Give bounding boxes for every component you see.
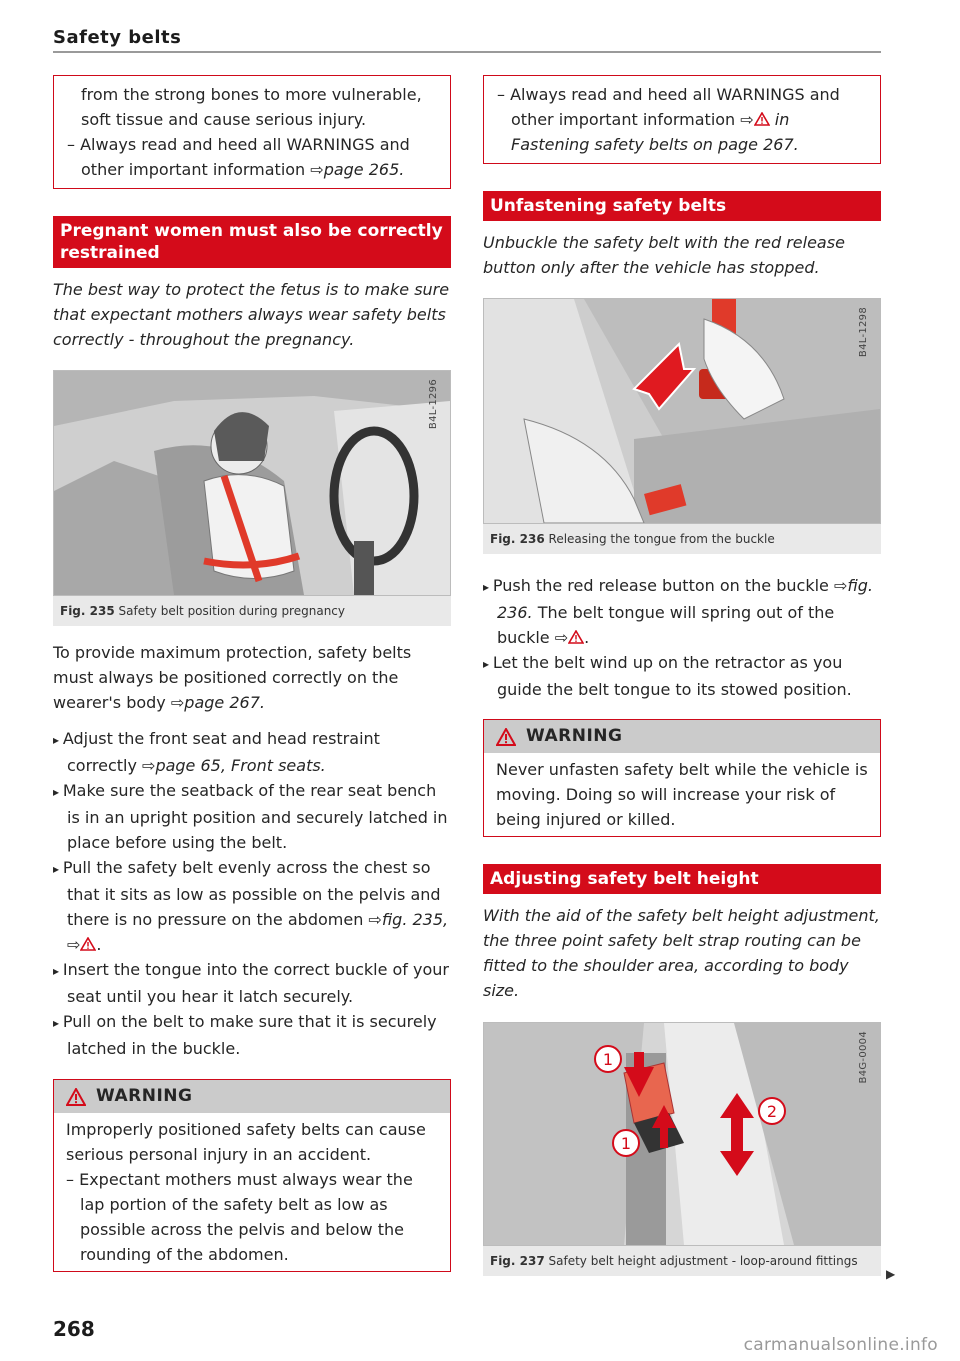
- figure-237-image: [483, 1022, 881, 1246]
- section-title-unfastening: Unfastening safety belts: [483, 191, 881, 221]
- continued-warning-box: [53, 75, 451, 189]
- continuation-text: from the strong bones to more vulnerable, soft tissue and cause serious injury.: [81, 85, 422, 129]
- list-item: [53, 957, 451, 1009]
- bullet-text: Pull the safety belt evenly across the chest so that it sits as low as possible on the pelvis and there is no pressure on the abdomen: [62, 858, 441, 929]
- figure-236-image: [483, 298, 881, 524]
- warning-triangle-icon: [80, 937, 96, 951]
- warning-title: WARNING: [526, 726, 623, 746]
- ref-arrow-icon: ⇨: [67, 935, 81, 954]
- svg-text:1: 1: [620, 1134, 632, 1153]
- dash-text: Always read and heed all WARNINGS and other important information: [80, 135, 410, 179]
- warning-header: [54, 1080, 450, 1113]
- figure-235: [53, 370, 451, 626]
- bullet-list: [483, 573, 881, 702]
- figure-235-image: [53, 370, 451, 596]
- warning-text: Never unfasten safety belt while the vehicle is moving. Doing so will increase your risk of being injured or killed.: [496, 760, 868, 829]
- callout-1-bottom: [613, 1130, 639, 1156]
- intro-text: Unbuckle the safety belt with the red release button only after the vehicle has stopped.: [483, 233, 845, 277]
- warning-text: Improperly positioned safety belts can cause serious personal injury in an accident.: [66, 1120, 426, 1164]
- header-rule: [53, 51, 881, 53]
- figure-label: Fig. 237: [490, 1254, 545, 1268]
- buckle-release-illustration: [484, 299, 880, 523]
- warning-dash-item: – Always read and heed all WARNINGS and other important information ⇨ in Fastening safety belts on page 267.: [497, 85, 840, 154]
- figure-caption: [483, 524, 881, 554]
- body-paragraph: [53, 640, 451, 715]
- continued-warning-box: [483, 75, 881, 164]
- warning-triangle-icon: [66, 1088, 86, 1106]
- fig-ref-link[interactable]: fig. 235,: [381, 910, 449, 929]
- page-ref-link[interactable]: page 267.: [184, 693, 265, 712]
- paragraph-text: To provide maximum protection, safety belts must always be positioned correctly on the wearer's body: [53, 643, 412, 712]
- bullet-text: Let the belt wind up on the retractor as you guide the belt tongue to its stowed position.: [492, 653, 852, 699]
- dash-text: Expectant mothers must always wear the lap portion of the safety belt as low as possible across the pelvis and below the rounding of the abdomen.: [79, 1170, 413, 1264]
- callout-2: [759, 1098, 785, 1124]
- figure-code: B4L-1296: [428, 379, 439, 430]
- ref-arrow-icon: ⇨: [833, 576, 848, 595]
- warning-box-unfasten: [483, 719, 881, 837]
- bullet-text: Adjust the front seat and head restraint correctly: [62, 729, 380, 775]
- bullet-text: Push the red release button on the buckle: [492, 576, 829, 595]
- warning-title: WARNING: [96, 1086, 193, 1106]
- continued-arrow-icon: ▶: [886, 1267, 896, 1281]
- section-title-pregnant: Pregnant women must also be correctly restrained: [53, 216, 451, 268]
- ref-arrow-icon: ⇨: [142, 756, 156, 775]
- list-item: ▸ Push the red release button on the buckle ⇨fig. 236. The belt tongue will spring out of the buckle ⇨ .: [483, 573, 881, 650]
- warning-body: [54, 1113, 450, 1271]
- figure-code: B4G-0004: [858, 1031, 869, 1084]
- ref-arrow-icon: ⇨: [554, 628, 569, 647]
- fig-ref-link[interactable]: fig. 236.: [497, 576, 873, 622]
- warning-box-pregnancy: [53, 1079, 451, 1272]
- dash-text: Always read and heed all WARNINGS and other important information: [510, 85, 840, 129]
- warning-dash-item: – Expectant mothers must always wear the lap portion of the safety belt as low as possible across the pelvis and below the rounding of the abdomen.: [66, 1170, 413, 1264]
- warning-triangle-icon: [568, 630, 584, 644]
- left-column: [53, 75, 451, 1272]
- right-column: [483, 75, 881, 1276]
- figure-237: [483, 1022, 881, 1276]
- figure-caption-text: Releasing the tongue from the buckle: [548, 532, 775, 546]
- figure-caption: [53, 596, 451, 626]
- section-header: Safety belts: [53, 27, 182, 48]
- figure-caption-text: Safety belt height adjustment - loop-around fittings: [548, 1254, 858, 1268]
- svg-text:2: 2: [766, 1102, 778, 1121]
- list-item: [483, 650, 881, 702]
- ref-arrow-icon: ⇨: [170, 693, 185, 712]
- figure-label: Fig. 235: [60, 604, 115, 618]
- warning-body: [484, 753, 880, 836]
- pregnant-driver-illustration: [54, 371, 450, 595]
- page-ref-link[interactable]: in Fastening safety belts on page 267.: [511, 110, 799, 154]
- figure-code: B4L-1298: [858, 307, 869, 358]
- figure-label: Fig. 236: [490, 532, 545, 546]
- figure-caption-text: Safety belt position during pregnancy: [118, 604, 345, 618]
- bullet-list: [53, 726, 451, 1061]
- belt-height-illustration: [484, 1023, 880, 1245]
- warning-dash-item: – Always read and heed all WARNINGS and other important information ⇨page 265.: [67, 135, 410, 179]
- section-title-height: Adjusting safety belt height: [483, 864, 881, 894]
- bullet-text: Pull on the belt to make sure that it is securely latched in the buckle.: [62, 1012, 437, 1058]
- list-item: [53, 1009, 451, 1061]
- bullet-text: Insert the tongue into the correct buckle of your seat until you hear it latch securely.: [62, 960, 449, 1006]
- callout-1-top: [595, 1046, 621, 1072]
- svg-text:1: 1: [602, 1050, 614, 1069]
- warning-triangle-icon: [754, 112, 770, 126]
- warning-triangle-icon: [496, 728, 516, 746]
- figure-236: [483, 298, 881, 554]
- ref-arrow-icon: ⇨: [740, 110, 754, 129]
- bullet-tail-text: The belt tongue will spring out of the buckle: [497, 603, 835, 647]
- intro-text: With the aid of the safety belt height adjustment, the three point safety belt strap routing can be fitted to the shoulder area, according to body size.: [483, 906, 880, 1000]
- ref-arrow-icon: ⇨: [310, 160, 324, 179]
- page-number: 268: [53, 1317, 95, 1341]
- ref-arrow-icon: ⇨: [368, 910, 382, 929]
- page-ref-link[interactable]: page 265.: [323, 160, 405, 179]
- watermark: carmanualsonline.info: [743, 1335, 938, 1355]
- list-item: [53, 778, 451, 855]
- warning-header: [484, 720, 880, 753]
- page-ref-link[interactable]: page 65, Front seats.: [155, 756, 326, 775]
- bullet-text: Make sure the seatback of the rear seat bench is in an upright position and securely latched in place before using the belt.: [62, 781, 448, 852]
- list-item: ▸ Pull the safety belt evenly across the chest so that it sits as low as possible on the pelvis and there is no pressure on the abdomen ⇨fig. 235, ⇨ .: [53, 855, 451, 957]
- intro-text: The best way to protect the fetus is to make sure that expectant mothers always wear safety belts correctly - throughout the pregnancy.: [53, 280, 450, 349]
- figure-caption: [483, 1246, 881, 1276]
- list-item: [53, 726, 451, 778]
